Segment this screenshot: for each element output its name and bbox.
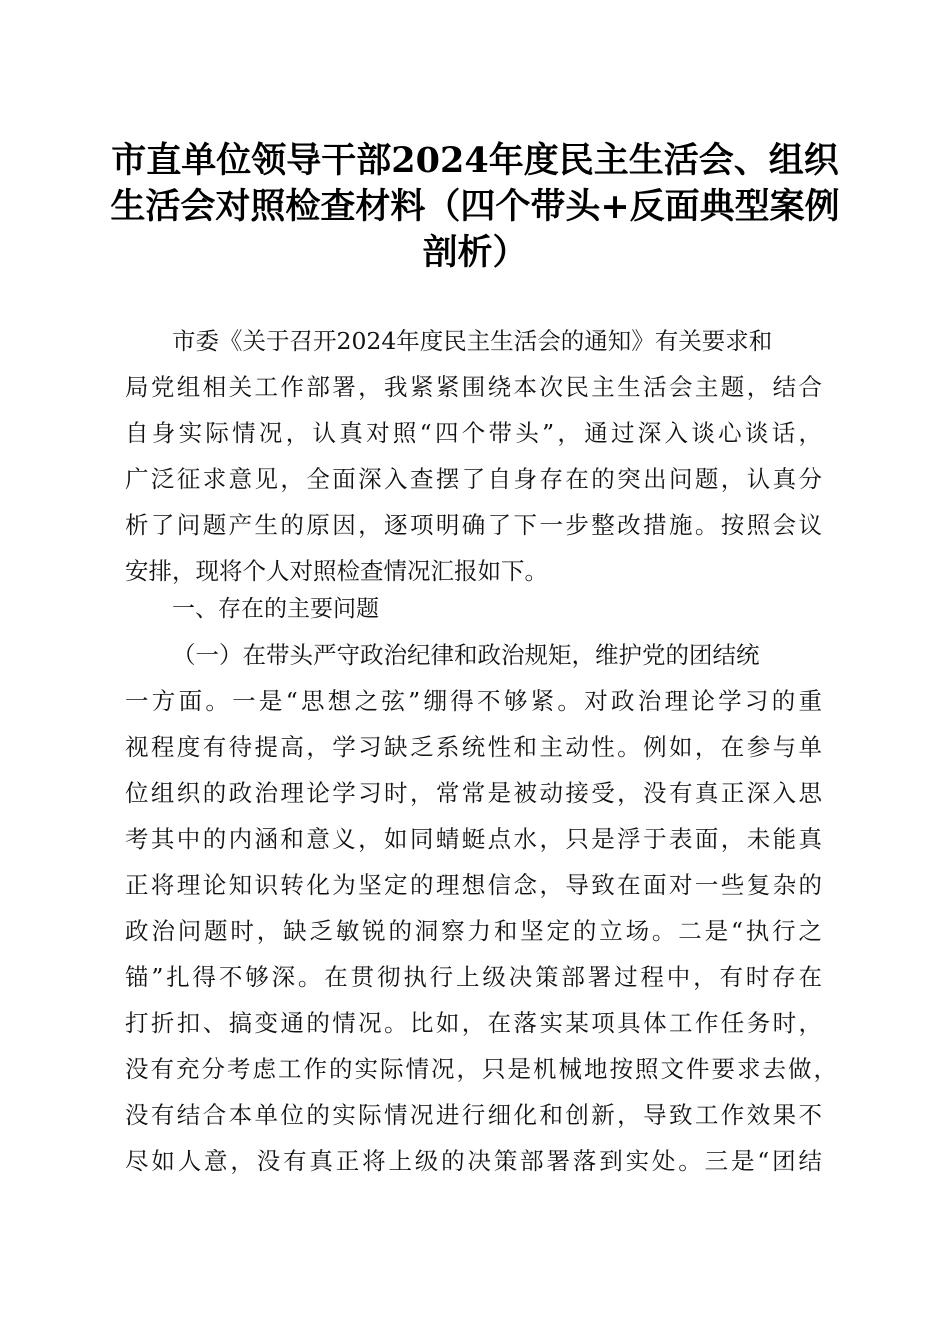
paragraph-line: 正将理论知识转化为坚定的理想信念，导致在面对一些复杂的 xyxy=(125,871,822,899)
paragraph-line: 政治问题时，缺乏敏锐的洞察力和坚定的立场。二是“执行之 xyxy=(125,917,822,945)
paragraph-line: （一）在带头严守政治纪律和政治规矩，维护党的团结统 xyxy=(172,641,760,669)
paragraph-line: 尽如人意，没有真正将上级的决策部署落到实处。三是“团结 xyxy=(125,1147,822,1175)
paragraph-line: 一方面。一是“思想之弦”绷得不够紧。对政治理论学习的重 xyxy=(125,687,822,715)
paragraph-line: 没有充分考虑工作的实际情况，只是机械地按照文件要求去做， xyxy=(125,1055,837,1083)
document-title: 市直单位领导干部2024年度民主生活会、组织生活会对照检查材料（四个带头+反面典型案例剖析） xyxy=(110,140,840,273)
paragraph-line: 安排，现将个人对照检查情况汇报如下。 xyxy=(125,557,548,585)
paragraph-line: 析了问题产生的原因，逐项明确了下一步整改措施。按照会议 xyxy=(125,511,822,539)
paragraph-line: 考其中的内涵和意义，如同蜻蜓点水，只是浮于表面，未能真 xyxy=(125,825,822,853)
section-heading: 一、存在的主要问题 xyxy=(172,596,379,622)
paragraph-line: 局党组相关工作部署，我紧紧围绕本次民主生活会主题，结合 xyxy=(125,373,822,401)
paragraph-line: 自身实际情况，认真对照“四个带头”，通过深入谈心谈话， xyxy=(125,419,822,447)
paragraph-line: 打折扣、搞变通的情况。比如，在落实某项具体工作任务时， xyxy=(125,1009,822,1037)
paragraph-line: 锚”扎得不够深。在贯彻执行上级决策部署过程中，有时存在 xyxy=(125,963,822,991)
paragraph-line: 市委《关于召开2024年度民主生活会的通知》有关要求和 xyxy=(172,327,773,355)
paragraph-line: 位组织的政治理论学习时，常常是被动接受，没有真正深入思 xyxy=(125,779,822,807)
paragraph-line: 没有结合本单位的实际情况进行细化和创新，导致工作效果不 xyxy=(125,1101,822,1129)
paragraph-line: 视程度有待提高，学习缺乏系统性和主动性。例如，在参与单 xyxy=(125,733,822,761)
paragraph-line: 广泛征求意见，全面深入查摆了自身存在的突出问题，认真分 xyxy=(125,465,822,493)
